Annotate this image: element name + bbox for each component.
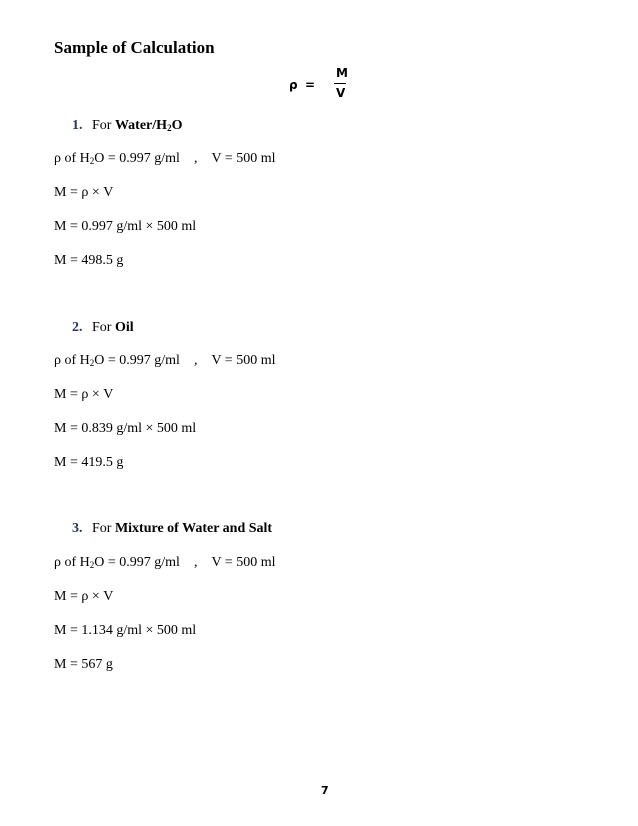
section-prefix: For xyxy=(92,118,112,133)
volume-value: V = 500 ml xyxy=(211,151,276,166)
density-line: ρ of $H_2O = 0.997$ g/ml , V = 500 ml xyxy=(54,151,276,166)
section-number: 3. xyxy=(72,521,83,536)
page-number: 7 xyxy=(321,784,329,797)
section-number: 1. xyxy=(72,118,83,133)
section-heading-mixture xyxy=(72,521,272,537)
substitution-line: M = 0.997 g/ml × 500 ml xyxy=(54,219,197,234)
formula-rho: ρ xyxy=(289,78,298,92)
volume-value: V = 500 ml xyxy=(211,555,276,570)
section-name: Mixture of Water and Salt xyxy=(114,521,273,536)
formula-numerator: M xyxy=(336,66,348,80)
substitution-line: M = 0.839 g/ml × 500 ml xyxy=(54,421,197,436)
section-number: 2. xyxy=(72,320,83,335)
section-heading-oil xyxy=(72,320,134,336)
page-title: Sample of Calculation xyxy=(54,38,215,57)
result-line: M = 567 g xyxy=(54,657,113,672)
result-line: M = 498.5 g xyxy=(54,253,124,268)
formula-denominator: V xyxy=(336,86,346,100)
mass-formula-line: M = ρ × V xyxy=(54,387,114,402)
density-line: ρ of $H_2O = 0.997$ g/ml , V = 500 ml xyxy=(54,353,276,368)
result-line: M = 419.5 g xyxy=(54,455,124,470)
section-name: Oil xyxy=(114,320,134,335)
section-prefix: For xyxy=(92,320,112,335)
density-formula xyxy=(289,63,359,103)
fraction-bar xyxy=(334,83,346,84)
mass-formula-line: M = ρ × V xyxy=(54,589,114,604)
section-name: Water/$H_2O$ xyxy=(114,118,183,133)
formula-equals: = xyxy=(305,78,316,92)
mass-formula-line: M = ρ × V xyxy=(54,185,114,200)
section-heading-water xyxy=(72,118,182,134)
density-line: ρ of $H_2O = 0.997$ g/ml , V = 500 ml xyxy=(54,555,276,570)
substitution-line: M = 1.134 g/ml × 500 ml xyxy=(54,623,197,638)
volume-value: V = 500 ml xyxy=(211,353,276,368)
section-prefix: For xyxy=(92,521,112,536)
